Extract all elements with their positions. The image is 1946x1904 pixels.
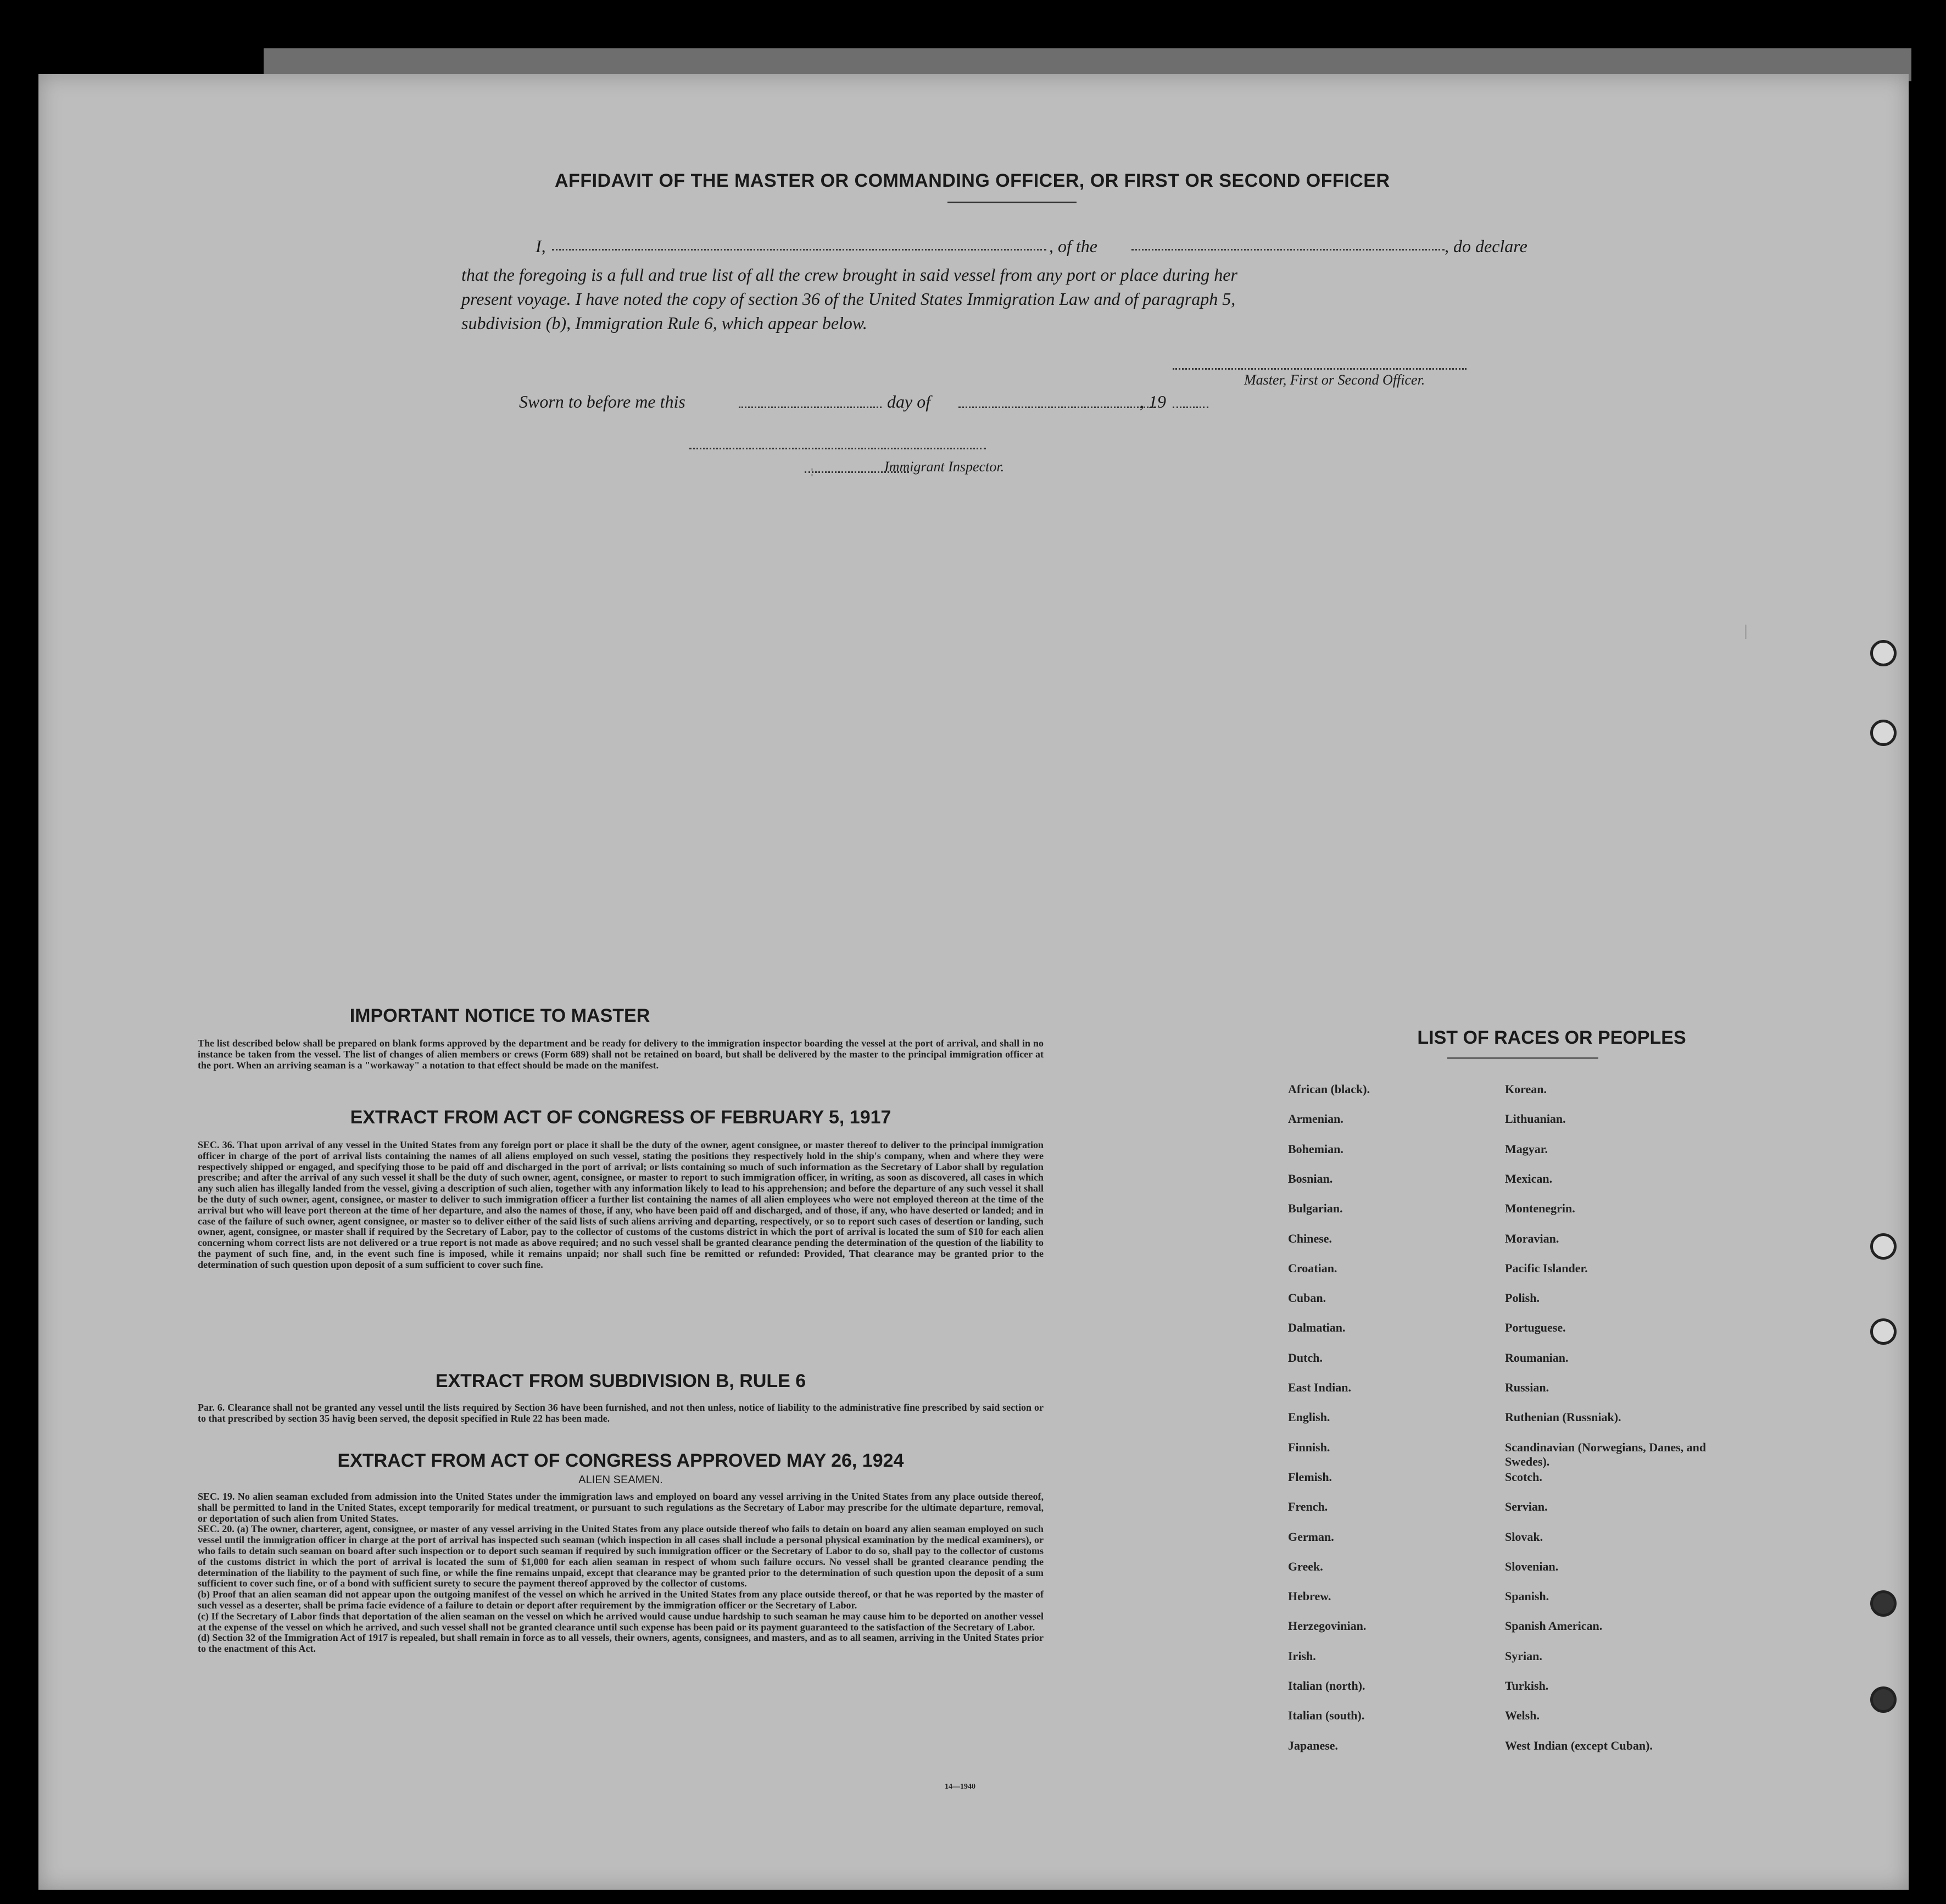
sworn-month-blank[interactable] [958, 407, 1156, 408]
race-item: Spanish. [1505, 1589, 1549, 1604]
race-item: Italian (south). [1288, 1708, 1365, 1723]
race-item: Slovak. [1505, 1529, 1543, 1544]
race-item: Portuguese. [1505, 1321, 1566, 1335]
binder-hole [1870, 720, 1897, 746]
bleed-through-mark: : [807, 464, 817, 481]
race-item: Armenian. [1288, 1112, 1343, 1126]
sec-20b: (b) Proof that an alien seaman did not appear upon the outgoing manifest of the vessel on which he arrived in the United States from any place outside thereof, or that he was reported by the master of such vessel as a deserter, shall be prima facie evidence of a failure to detain or deport after requirement by the immigration officer or the Secretary of Labor. [198, 1589, 1044, 1611]
race-item: Russian. [1505, 1380, 1549, 1394]
extract-1924-subtitle: ALIEN SEAMEN. [578, 1474, 663, 1486]
sec-20d: (d) Section 32 of the Immigration Act of 1917 is repealed, but shall remain in force as to all vessels, their owners, agents, consignees, and masters, and as to all seamen, arriving in the United States prior to the enactment of this Act. [198, 1632, 1044, 1655]
race-item: Bulgarian. [1288, 1201, 1343, 1216]
race-item: Syrian. [1505, 1649, 1542, 1663]
sec-20a: SEC. 20. (a) The owner, charterer, agent, consignee, or master of any vessel arriving in the United States from any place outside thereof who fails to detain on board any alien seaman employed on such vessel until the immigration officer in charge at the port of arrival has inspected such seaman (which inspection in all cases shall include a personal physical examination by the medical examiners), or who fails to detain such seaman on board after such inspection or to deport such seaman if required by such immigration officer or the Secretary of Labor to do so, shall pay to the collector of customs of the customs district in which the port of arrival is located the sum of $1,000 for each alien seaman in respect of whom such failure occurs. No vessel shall be granted clearance pending the determination of the liability to the payment of such fine, or while the fine remains unpaid, except that clearance may be granted prior to the determination of such question upon the deposit of a sum sufficient to cover such fine, or of a bond with sufficient surety to secure the payment thereof approved by the collector of customs. [198, 1523, 1044, 1589]
race-item: Scandinavian (Norwegians, Danes, and Swedes). [1505, 1440, 1707, 1468]
race-item: Flemish. [1288, 1469, 1332, 1484]
declaration-line-2: present voyage. I have noted the copy of section 36 of the United States Immigration Law and of paragraph 5, [461, 289, 1236, 309]
extract-rule6-body: Par. 6. Clearance shall not be granted any vessel until the lists required by Section 36 have been furnished, and not then unless, notice of liability to the administrative fine prescribed by said section or to that prescribed by section 35 havig been served, the deposit specified in Rule 22 has been made. [198, 1402, 1044, 1424]
extract-1924-title: EXTRACT FROM ACT OF CONGRESS APPROVED MAY 26, 1924 [337, 1450, 904, 1471]
day-of-label: day of [887, 392, 931, 411]
race-item: Dalmatian. [1288, 1321, 1346, 1335]
race-item: Lithuanian. [1505, 1112, 1566, 1126]
race-item: Polish. [1505, 1291, 1540, 1305]
vessel-name-blank[interactable] [1131, 249, 1445, 250]
sworn-label: Sworn to before me this [519, 392, 685, 411]
race-item: African (black). [1288, 1082, 1370, 1096]
of-the-label: , of the [1049, 236, 1097, 256]
race-item: Cuban. [1288, 1291, 1326, 1305]
race-item: Bosnian. [1288, 1171, 1333, 1185]
extract-1917-body: SEC. 36. That upon arrival of any vessel in the United States from any foreign port or place it shall be the duty of the owner, agent consignee, or master thereof to deliver to the principal immigration officer in charge of the port of arrival lists containing the names of all aliens employed on such vessel, stating the positions they respectively hold in the ship's company, when and where they were respectively shipped or engaged, and specifying those to be paid off and discharged in the port of arrival; or lists containing so much of such information as the Secretary of Labor shall by regulation prescribe; and after the arrival of any such vessel it shall be the duty of such owner, agent, consignee, or master to report to such immigration officer, in writing, as soon as discovered, all cases in which any such alien has illegally landed from the vessel, giving a description of such alien, together with any information likely to lead to his apprehension; and before the departure of any such vessel it shall be the duty of such owner, agent, consignee, or master to deliver to such immigration officer a further list containing the names of all alien employees who were not employed thereon at the time of the arrival but who will leave port thereon at the time of her departure, and also the names of those, if any, who have been paid off and discharged, and of those, if any, who have deserted or landed; and in case of the failure of such owner, agent consignee, or master so to deliver either of the said lists of such aliens arriving and departing, respectively, or so to report such cases of desertion or landing, such owner, agent, consignee, or master shall if required by the Secretary of Labor, pay to the collector of customs of the customs district in which the port of arrival is located the sum of $10 for each alien concerning whom correct lists are not delivered or a true report is not made as above required; and no such vessel shall be granted clearance pending the determination of the question of the liability to the payment of such fine, and, in the event such fine is imposed, while it remains unpaid; nor shall such fine be remitted or refunded: Provided, That clearance may be granted prior to the determination of such question upon deposit of a sum sufficient to cover such fine. [198, 1139, 1044, 1270]
race-item: German. [1288, 1529, 1334, 1544]
form-number: 14—1940 [945, 1783, 975, 1791]
sec-19: SEC. 19. No alien seaman excluded from admission into the United States under the immigration laws and employed on board any vessel arriving in the United States from any place outside thereof, shall be permitted to land in the United States, except temporarily for medical treatment, or pursuant to such regulations as the Secretary of Labor may prescribe for the ultimate departure, removal, or deportation of such alien from United States. [198, 1491, 1044, 1524]
sworn-day-blank[interactable] [739, 407, 882, 408]
notice-title: IMPORTANT NOTICE TO MASTER [349, 1005, 650, 1026]
race-item: Finnish. [1288, 1440, 1330, 1454]
race-item: Slovenian. [1505, 1559, 1559, 1573]
race-item: Italian (north). [1288, 1679, 1365, 1693]
declaration-line-3: subdivision (b), Immigration Rule 6, which appear below. [461, 313, 867, 333]
sec-20c: (c) If the Secretary of Labor finds that deportation of the alien seaman on the vessel on which he arrived would cause undue hardship to such seaman he may cause him to be deported on another vessel at the expense of the vessel on which he arrived, and such vessel shall not be granted clearance until such expense has been paid or its payment guaranteed to the satisfaction of the Secretary of Labor. [198, 1610, 1044, 1633]
race-item: Mexican. [1505, 1171, 1553, 1185]
race-item: Roumanian. [1505, 1350, 1569, 1365]
extract-1924-body [198, 1491, 1044, 1655]
binder-hole [1870, 1318, 1897, 1345]
race-item: Bohemian. [1288, 1142, 1343, 1156]
affidavit-title: AFFIDAVIT OF THE MASTER OR COMMANDING OFFICER, OR FIRST OR SECOND OFFICER [555, 170, 1390, 191]
race-item: Welsh. [1505, 1708, 1540, 1723]
race-item: Magyar. [1505, 1142, 1548, 1156]
inspector-signature-blank[interactable] [689, 448, 986, 449]
sworn-year-blank[interactable] [1173, 407, 1208, 408]
binder-hole [1870, 1686, 1897, 1713]
race-item: Korean. [1505, 1082, 1547, 1096]
title-underline [947, 202, 1077, 203]
race-item: Spanish American. [1505, 1619, 1603, 1633]
declarant-label: I, [536, 236, 546, 256]
race-item: Japanese. [1288, 1738, 1339, 1752]
race-item: Chinese. [1288, 1231, 1332, 1245]
inspector-caption: Immigrant Inspector. [884, 459, 1005, 475]
race-item: Dutch. [1288, 1350, 1323, 1365]
year-label: , 19 [1140, 392, 1166, 411]
do-declare-label: , do declare [1445, 236, 1527, 256]
extract-1917-title: EXTRACT FROM ACT OF CONGRESS OF FEBRUARY 5, 1917 [350, 1107, 891, 1128]
declarant-name-blank[interactable] [552, 249, 1046, 250]
binder-hole [1870, 640, 1897, 666]
race-item: Montenegrin. [1505, 1201, 1575, 1216]
race-item: Servian. [1505, 1500, 1548, 1514]
race-item: Greek. [1288, 1559, 1323, 1573]
race-item: Scotch. [1505, 1469, 1542, 1484]
race-item: Irish. [1288, 1649, 1316, 1663]
race-item: Pacific Islander. [1505, 1261, 1588, 1275]
races-title: LIST OF RACES OR PEOPLES [1417, 1027, 1686, 1048]
form-page [38, 74, 1909, 1890]
race-item: French. [1288, 1500, 1328, 1514]
binder-hole [1870, 1590, 1897, 1617]
notice-body: The list described below shall be prepared on blank forms approved by the department and be ready for delivery to the immigration inspector boarding the vessel at the port of arrival, and shall in no instance be taken from the vessel. The list of changes of alien members or crews (Form 689) shall not be retained on board, but shall be delivered by the master to the principal immigration officer at the port. When an arriving seaman is a "workaway" a notation to that effect should be made on the manifest. [198, 1038, 1044, 1071]
race-item: Hebrew. [1288, 1589, 1331, 1604]
binder-hole [1870, 1233, 1897, 1260]
race-item: West Indian (except Cuban). [1505, 1738, 1653, 1752]
race-item: Moravian. [1505, 1231, 1559, 1245]
race-item: Croatian. [1288, 1261, 1337, 1275]
officer-signature-blank[interactable] [1173, 368, 1467, 370]
bleed-through-mark: | [1741, 623, 1750, 641]
race-item: Turkish. [1505, 1679, 1549, 1693]
races-title-underline [1447, 1057, 1598, 1059]
race-item: English. [1288, 1410, 1330, 1424]
officer-signature-caption: Master, First or Second Officer. [1244, 372, 1425, 388]
race-item: Ruthenian (Russniak). [1505, 1410, 1621, 1424]
declaration-line-1: that the foregoing is a full and true list of all the crew brought in said vessel from any port or place during her [461, 265, 1237, 285]
race-item: East Indian. [1288, 1380, 1351, 1394]
extract-rule6-title: EXTRACT FROM SUBDIVISION B, RULE 6 [435, 1371, 806, 1391]
race-item: Herzegovinian. [1288, 1619, 1367, 1633]
